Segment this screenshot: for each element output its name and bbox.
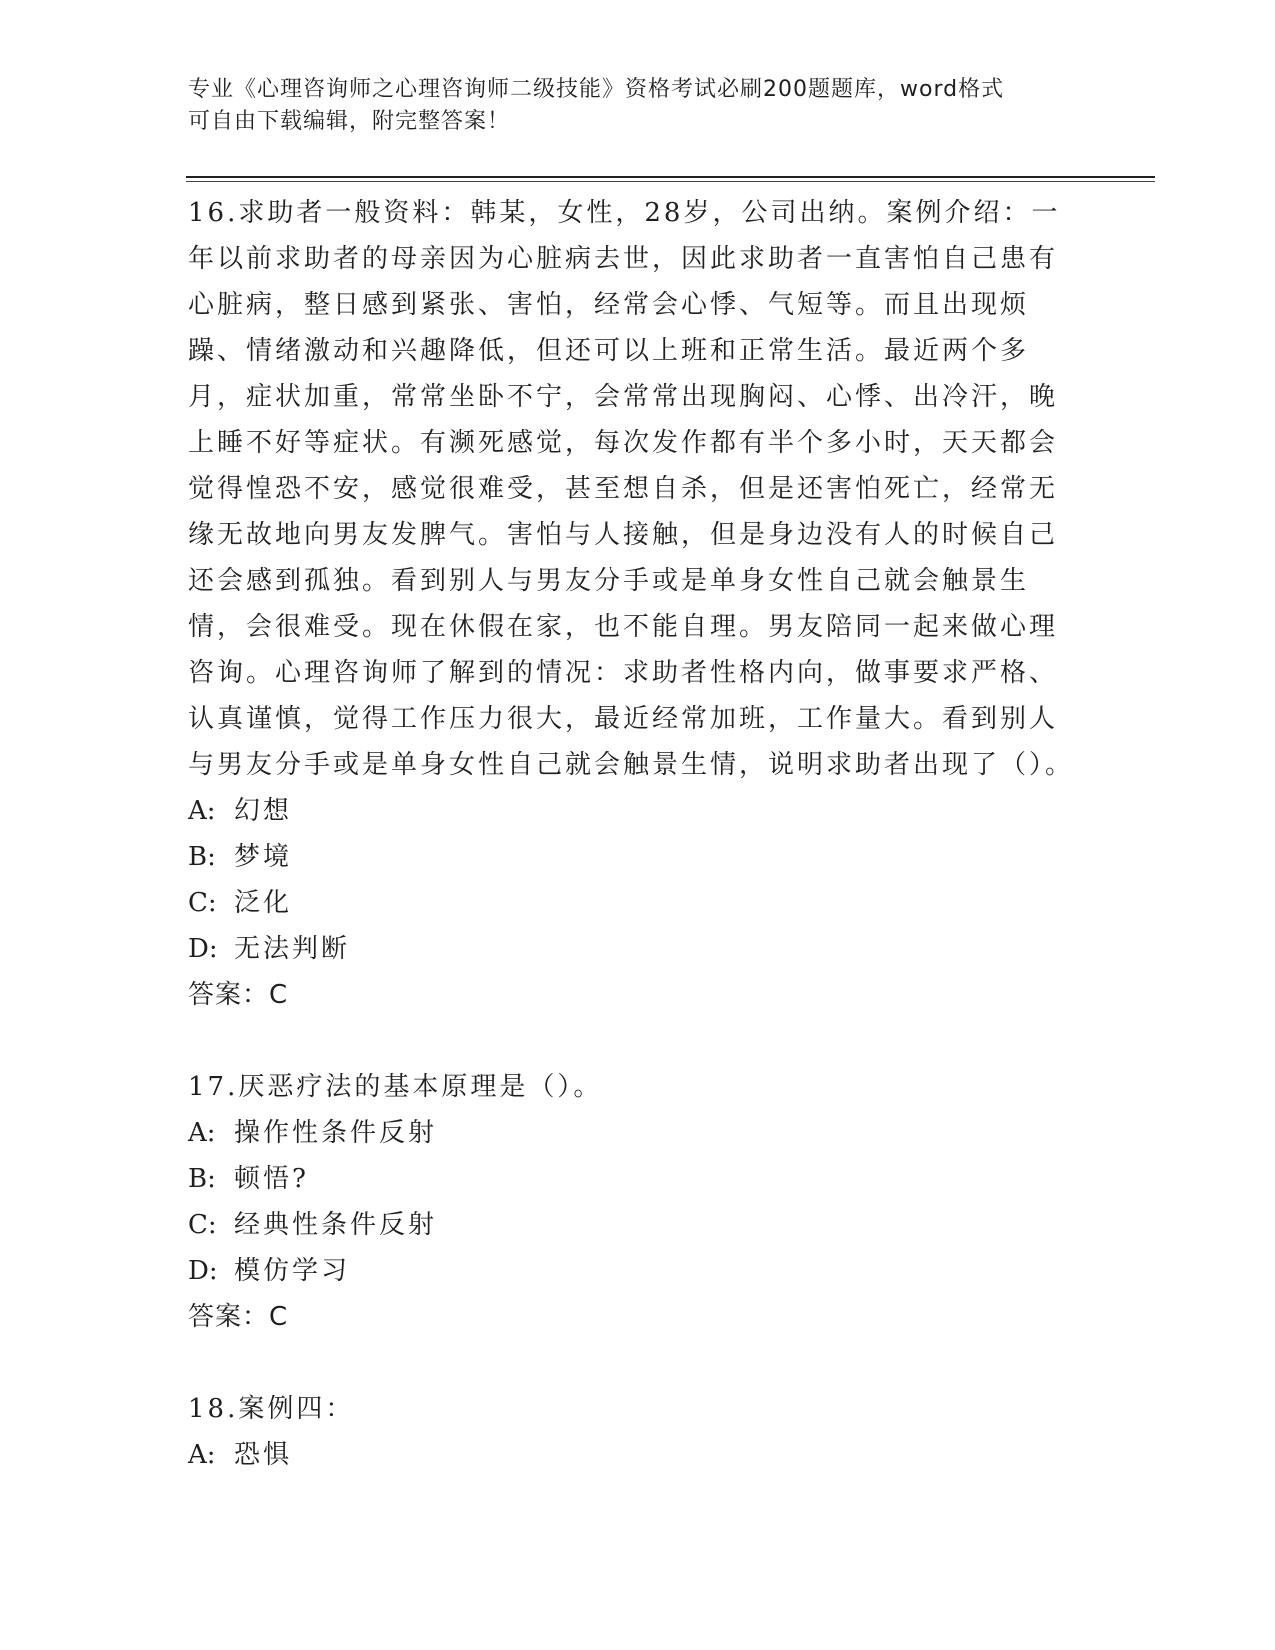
question-spacer [188, 1018, 1088, 1064]
question-text: 厌恶疗法的基本原理是（）。 [238, 1072, 603, 1102]
option-c [188, 1202, 1088, 1248]
header-line-2: 可自由下载编辑，附完整答案！ [188, 109, 511, 134]
option-key: D: [188, 934, 218, 964]
option-text: 模仿学习 [234, 1256, 351, 1286]
question-spacer [188, 1340, 1088, 1386]
option-d [188, 1248, 1088, 1294]
option-key: A: [188, 1440, 216, 1470]
question-18 [188, 1386, 1088, 1478]
question-17 [188, 1064, 1088, 1340]
option-key: B: [188, 1164, 216, 1194]
option-text: 泛化 [234, 888, 293, 918]
question-stem [188, 1386, 1078, 1432]
option-a [188, 1110, 1088, 1156]
document-header [188, 74, 1068, 138]
option-text: 顿悟? [234, 1164, 309, 1194]
option-text: 操作性条件反射 [234, 1118, 438, 1148]
option-c [188, 880, 1088, 926]
option-a [188, 1432, 1088, 1478]
question-number: 16. [188, 198, 239, 228]
option-key: C: [188, 888, 217, 918]
option-text: 恐惧 [234, 1440, 293, 1470]
option-text: 梦境 [234, 842, 293, 872]
question-number: 17. [188, 1072, 239, 1102]
option-key: B: [188, 842, 216, 872]
question-text: 求助者一般资料：韩某，女性，28岁，公司出纳。案例介绍：一年以前求助者的母亲因为心脏病去世，因此求助者一直害怕自己患有心脏病，整日感到紧张、害怕，经常会心悸、气短等。而且出现烦躁、情绪激动和兴趣降低，但还可以上班和正常生活。最近两个多月，症状加重，常常坐卧不宁，会常常出现胸闷、心悸、出冷汗，晚上睡不好等症状。有濒死感觉，每次发作都有半个多小时，天天都会觉得惶恐不安，感觉很难受，甚至想自杀，但是还害怕死亡，经常无缘无故地向男友发脾气。害怕与人接触，但是身边没有人的时候自己还会感到孤独。看到别人与男友分手或是单身女性自己就会触景生情，会很难受。现在休假在家，也不能自理。男友陪同一起来做心理咨询。心理咨询师了解到的情况：求助者性格内向，做事要求严格、认真谨慎，觉得工作压力很大，最近经常加班，工作量大。看到别人与男友分手或是单身女性自己就会触景生情，说明求助者出现了（）。 [188, 198, 1075, 780]
header-divider-thick [186, 176, 1155, 178]
question-stem [188, 1064, 1078, 1110]
option-text: 无法判断 [234, 934, 351, 964]
answer-line: 答案：C [188, 980, 289, 1010]
option-key: D: [188, 1256, 218, 1286]
question-text: 案例四： [238, 1394, 355, 1424]
header-divider-thin [186, 181, 1155, 182]
question-16 [188, 190, 1088, 1018]
option-key: A: [188, 796, 216, 826]
option-b [188, 834, 1088, 880]
answer-line: 答案：C [188, 1302, 289, 1332]
question-stem [188, 190, 1078, 788]
option-b [188, 1156, 1088, 1202]
option-text: 经典性条件反射 [234, 1210, 438, 1240]
option-d [188, 926, 1088, 972]
option-text: 幻想 [234, 796, 293, 826]
header-line-1: 专业《心理咨询师之心理咨询师二级技能》资格考试必刷200题题库，word格式 [188, 77, 1005, 102]
option-key: A: [188, 1118, 216, 1148]
question-number: 18. [188, 1394, 239, 1424]
option-key: C: [188, 1210, 217, 1240]
option-a [188, 788, 1088, 834]
question-list [188, 190, 1088, 1478]
